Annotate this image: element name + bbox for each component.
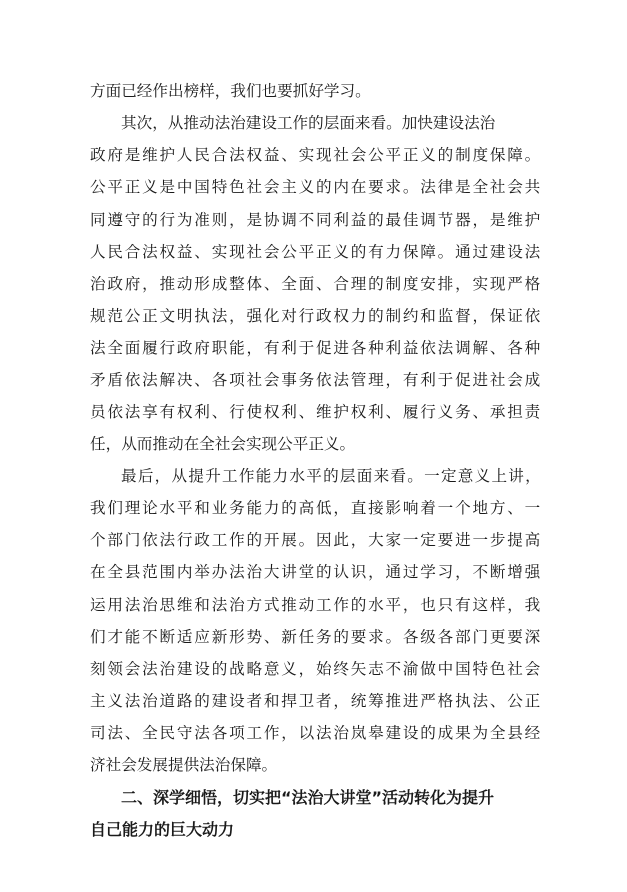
text-line: 运用法治思维和法治方式推动工作的水平，也只有这样，我 [90, 596, 542, 614]
text-line: 主义法治道路的建设者和捍卫者，统筹推进严格执法、公正 [90, 692, 542, 710]
paragraph-first-line: 其次，从推动法治建设工作的层面来看。加快建设法治 [121, 114, 496, 132]
text-line: 济社会发展提供法治保障。 [90, 756, 278, 774]
text-line: 同遵守的行为准则，是协调不同利益的最佳调节器，是维护 [90, 211, 542, 229]
text-line: 员依法享有权利、行使权利、维护权利、履行义务、承担责 [90, 403, 542, 421]
text-line: 个部门依法行政工作的开展。因此，大家一定要进一步提高 [90, 531, 542, 549]
text-line: 在全县范围内举办法治大讲堂的认识，通过学习，不断增强 [90, 563, 542, 581]
text-line: 我们理论水平和业务能力的高低，直接影响着一个地方、一 [90, 499, 542, 517]
text-line: 矛盾依法解决、各项社会事务依法管理，有利于促进社会成 [90, 371, 542, 389]
text-line: 们才能不断适应新形势、新任务的要求。各级各部门更要深 [90, 628, 542, 646]
section-heading-continued: 自己能力的巨大动力 [90, 820, 235, 839]
text-line: 法全面履行政府职能，有利于促进各种利益依法调解、各种 [90, 339, 542, 357]
text-line: 司法、全民守法各项工作，以法治岚皋建设的成果为全县经 [90, 724, 542, 742]
text-line: 方面已经作出榜样，我们也要抓好学习。 [90, 82, 371, 100]
text-line: 人民合法权益、实现社会公平正义的有力保障。通过建设法 [90, 243, 542, 261]
text-line: 政府是维护人民合法权益、实现社会公平正义的制度保障。 [90, 146, 542, 164]
text-line: 规范公正文明执法，强化对行政权力的制约和监督，保证依 [90, 307, 542, 325]
section-heading: 二、深学细悟，切实把“法治大讲堂”活动转化为提升 [121, 788, 495, 807]
text-line: 刻领会法治建设的战略意义，始终矢志不渝做中国特色社会 [90, 660, 542, 678]
text-line: 治政府，推动形成整体、全面、合理的制度安排，实现严格 [90, 275, 542, 293]
text-line: 公平正义是中国特色社会主义的内在要求。法律是全社会共 [90, 178, 542, 196]
paragraph-first-line: 最后，从提升工作能力水平的层面来看。一定意义上讲， [121, 467, 542, 485]
text-line: 任，从而推动在全社会实现公平正义。 [90, 435, 356, 453]
